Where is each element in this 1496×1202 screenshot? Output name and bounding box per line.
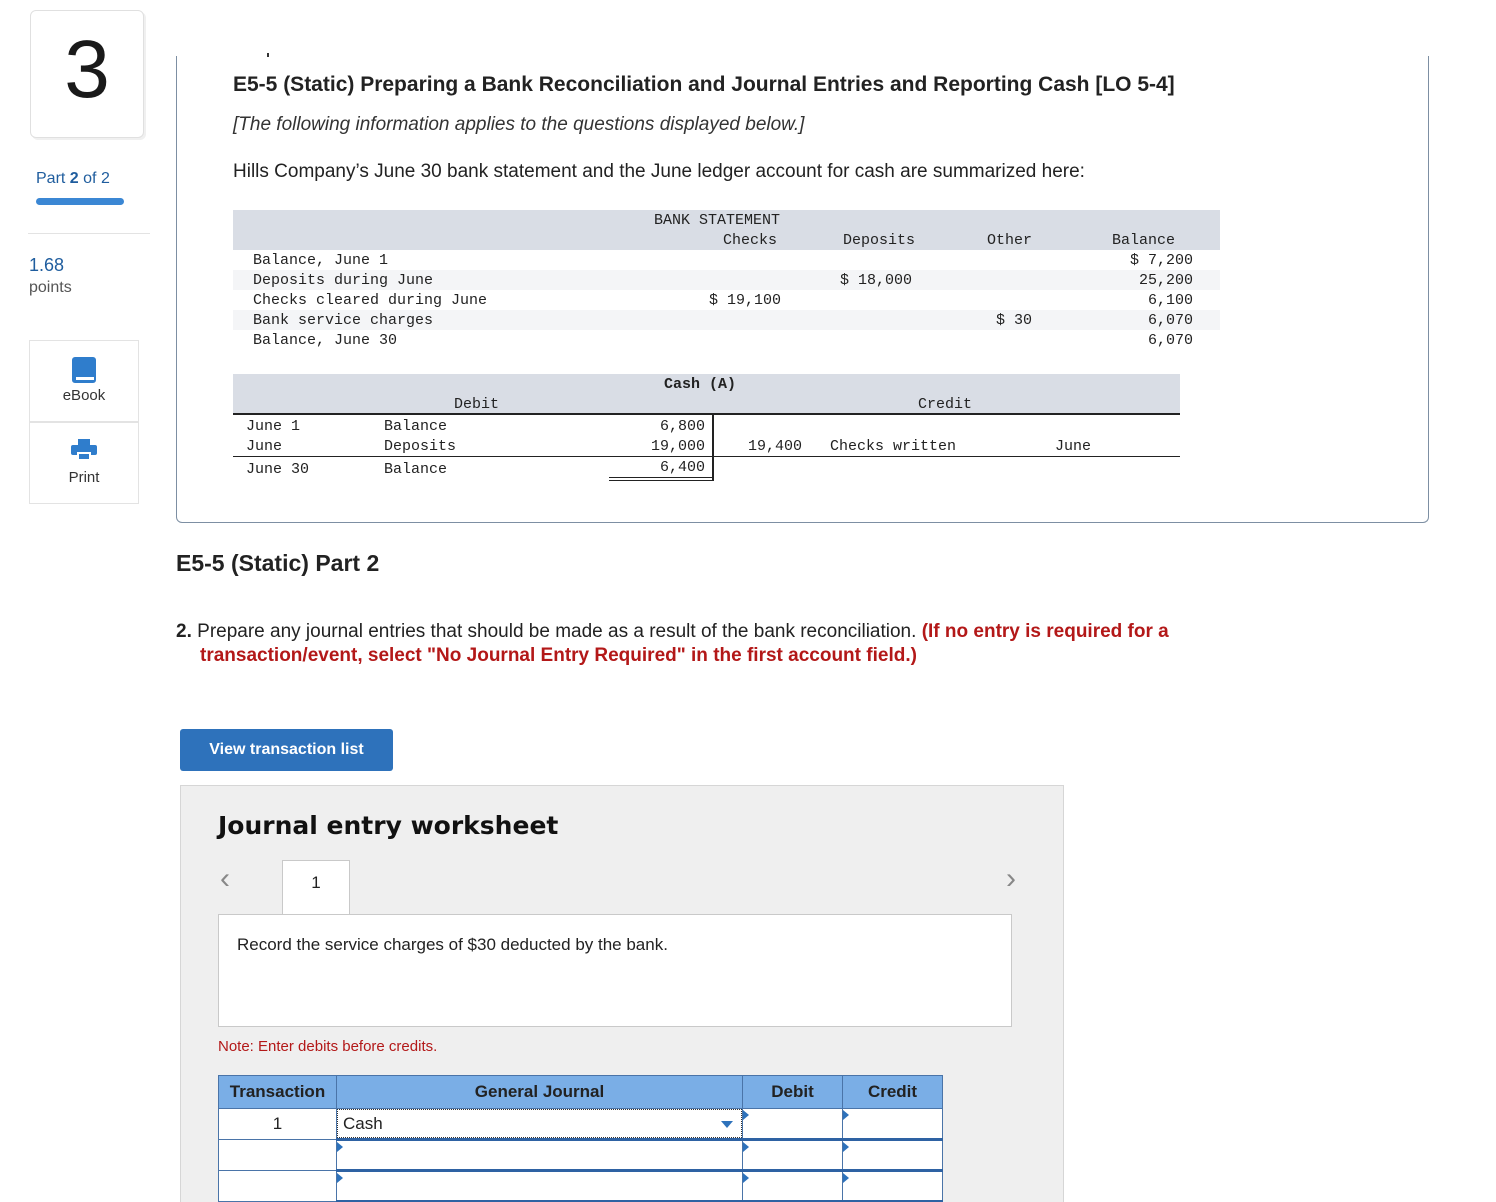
debit-date: June xyxy=(246,438,283,455)
question-subtitle: [The following information applies to the questions displayed below.] xyxy=(233,114,805,135)
credit-input[interactable] xyxy=(843,1109,943,1140)
table-row xyxy=(219,1171,943,1202)
bank-cell-balance: 25,200 xyxy=(1138,272,1193,289)
credit-desc: Checks written xyxy=(830,438,957,455)
debit-label: Debit xyxy=(454,396,500,413)
instructions: 2. Prepare any journal entries that should be made as a result of the bank reconciliation. (If no entry is required for a transaction/event, select "No Journal Entry Required" in the first account field.) xyxy=(176,621,1169,666)
credit-input[interactable] xyxy=(843,1140,943,1171)
bank-cell-balance: 6,070 xyxy=(1147,312,1193,329)
question-title: E5-5 (Static) Preparing a Bank Reconciliation and Journal Entries and Reporting Cash [LO 5-4] xyxy=(233,73,1175,96)
col-checks: Checks xyxy=(723,232,778,249)
transaction-cell xyxy=(219,1140,337,1171)
debit-input[interactable] xyxy=(743,1109,843,1140)
col-credit: Credit xyxy=(843,1076,943,1109)
bank-cell-balance: $ 7,200 xyxy=(1129,252,1193,269)
dropdown-arrow-icon[interactable] xyxy=(721,1121,733,1128)
question-number-card xyxy=(30,10,144,138)
ebook-button[interactable] xyxy=(29,340,139,422)
worksheet-note: Note: Enter debits before credits. xyxy=(218,1038,438,1055)
bank-row-label: Balance, June 1 xyxy=(253,252,389,269)
cash-account-title: Cash (A) xyxy=(664,376,737,393)
part-indicator: Part 2 of 2 xyxy=(36,170,110,187)
transaction-cell: 1 xyxy=(219,1109,337,1140)
col-debit: Debit xyxy=(743,1076,843,1109)
bank-cell-checks: $ 19,100 xyxy=(709,292,782,309)
worksheet-description: Record the service charges of $30 deducted by the bank. xyxy=(237,935,668,954)
table-row xyxy=(219,1140,943,1171)
t-account-divider xyxy=(712,414,714,481)
part-title: E5-5 (Static) Part 2 xyxy=(176,550,380,576)
account-value: Cash xyxy=(343,1114,383,1133)
question-text: Hills Company’s June 30 bank statement and the June ledger account for cash are summarized here: xyxy=(233,161,1085,182)
worksheet-tab-1[interactable]: 1 xyxy=(282,860,350,916)
debit-date: June 30 xyxy=(246,461,310,478)
view-transaction-list-button[interactable]: View transaction list xyxy=(180,729,393,771)
col-deposits: Deposits xyxy=(843,232,916,249)
account-select[interactable] xyxy=(337,1171,743,1202)
total-rule xyxy=(609,480,713,481)
bank-cell-other: $ 30 xyxy=(996,312,1033,329)
bank-cell-balance: 6,100 xyxy=(1147,292,1193,309)
debit-amount: 6,400 xyxy=(659,459,705,476)
debit-input[interactable] xyxy=(743,1140,843,1171)
points-value: 1.68 xyxy=(29,255,65,275)
book-icon xyxy=(72,357,96,383)
t-account-top-line xyxy=(233,413,1180,415)
next-chevron-icon[interactable]: › xyxy=(1006,862,1016,895)
credit-amount: 19,400 xyxy=(748,438,803,455)
worksheet-title: Journal entry worksheet xyxy=(218,811,559,840)
printer-icon xyxy=(71,439,97,461)
debit-amount: 6,800 xyxy=(659,418,705,435)
debit-desc: Balance xyxy=(384,418,448,435)
transaction-cell xyxy=(219,1171,337,1202)
ebook-label: eBook xyxy=(62,387,106,404)
debit-amount: 19,000 xyxy=(650,438,705,455)
debit-desc: Deposits xyxy=(384,438,457,455)
worksheet-description-box xyxy=(218,914,1012,1027)
bank-row-label: Balance, June 30 xyxy=(253,332,398,349)
bank-statement-title: BANK STATEMENT xyxy=(654,212,781,229)
col-transaction: Transaction xyxy=(219,1076,337,1109)
credit-label: Credit xyxy=(918,396,973,413)
debit-desc: Balance xyxy=(384,461,448,478)
part-progress-bar xyxy=(36,198,124,205)
print-button[interactable] xyxy=(29,422,139,504)
question-number: 3 xyxy=(64,24,110,115)
prev-chevron-icon[interactable]: ‹ xyxy=(220,862,230,895)
print-label: Print xyxy=(68,469,100,486)
bank-cell-deposits: $ 18,000 xyxy=(840,272,913,289)
journal-table xyxy=(218,1075,943,1202)
rail-divider xyxy=(28,233,150,234)
total-rule xyxy=(609,477,713,478)
bank-cell-balance: 6,070 xyxy=(1147,332,1193,349)
credit-input[interactable] xyxy=(843,1171,943,1202)
bank-row-label: Deposits during June xyxy=(253,272,434,289)
debit-input[interactable] xyxy=(743,1171,843,1202)
table-row xyxy=(219,1109,943,1140)
points-label: points xyxy=(29,279,72,296)
account-select[interactable] xyxy=(337,1140,743,1171)
col-general-journal: General Journal xyxy=(337,1076,743,1109)
col-other: Other xyxy=(987,232,1033,249)
account-select[interactable] xyxy=(337,1109,743,1140)
credit-date: June xyxy=(1055,438,1092,455)
col-balance: Balance xyxy=(1112,232,1176,249)
t-account-rule xyxy=(233,456,1180,457)
bank-row-label: Checks cleared during June xyxy=(253,292,488,309)
bank-row-label: Bank service charges xyxy=(253,312,434,329)
debit-date: June 1 xyxy=(246,418,301,435)
panel-tick xyxy=(267,53,269,57)
